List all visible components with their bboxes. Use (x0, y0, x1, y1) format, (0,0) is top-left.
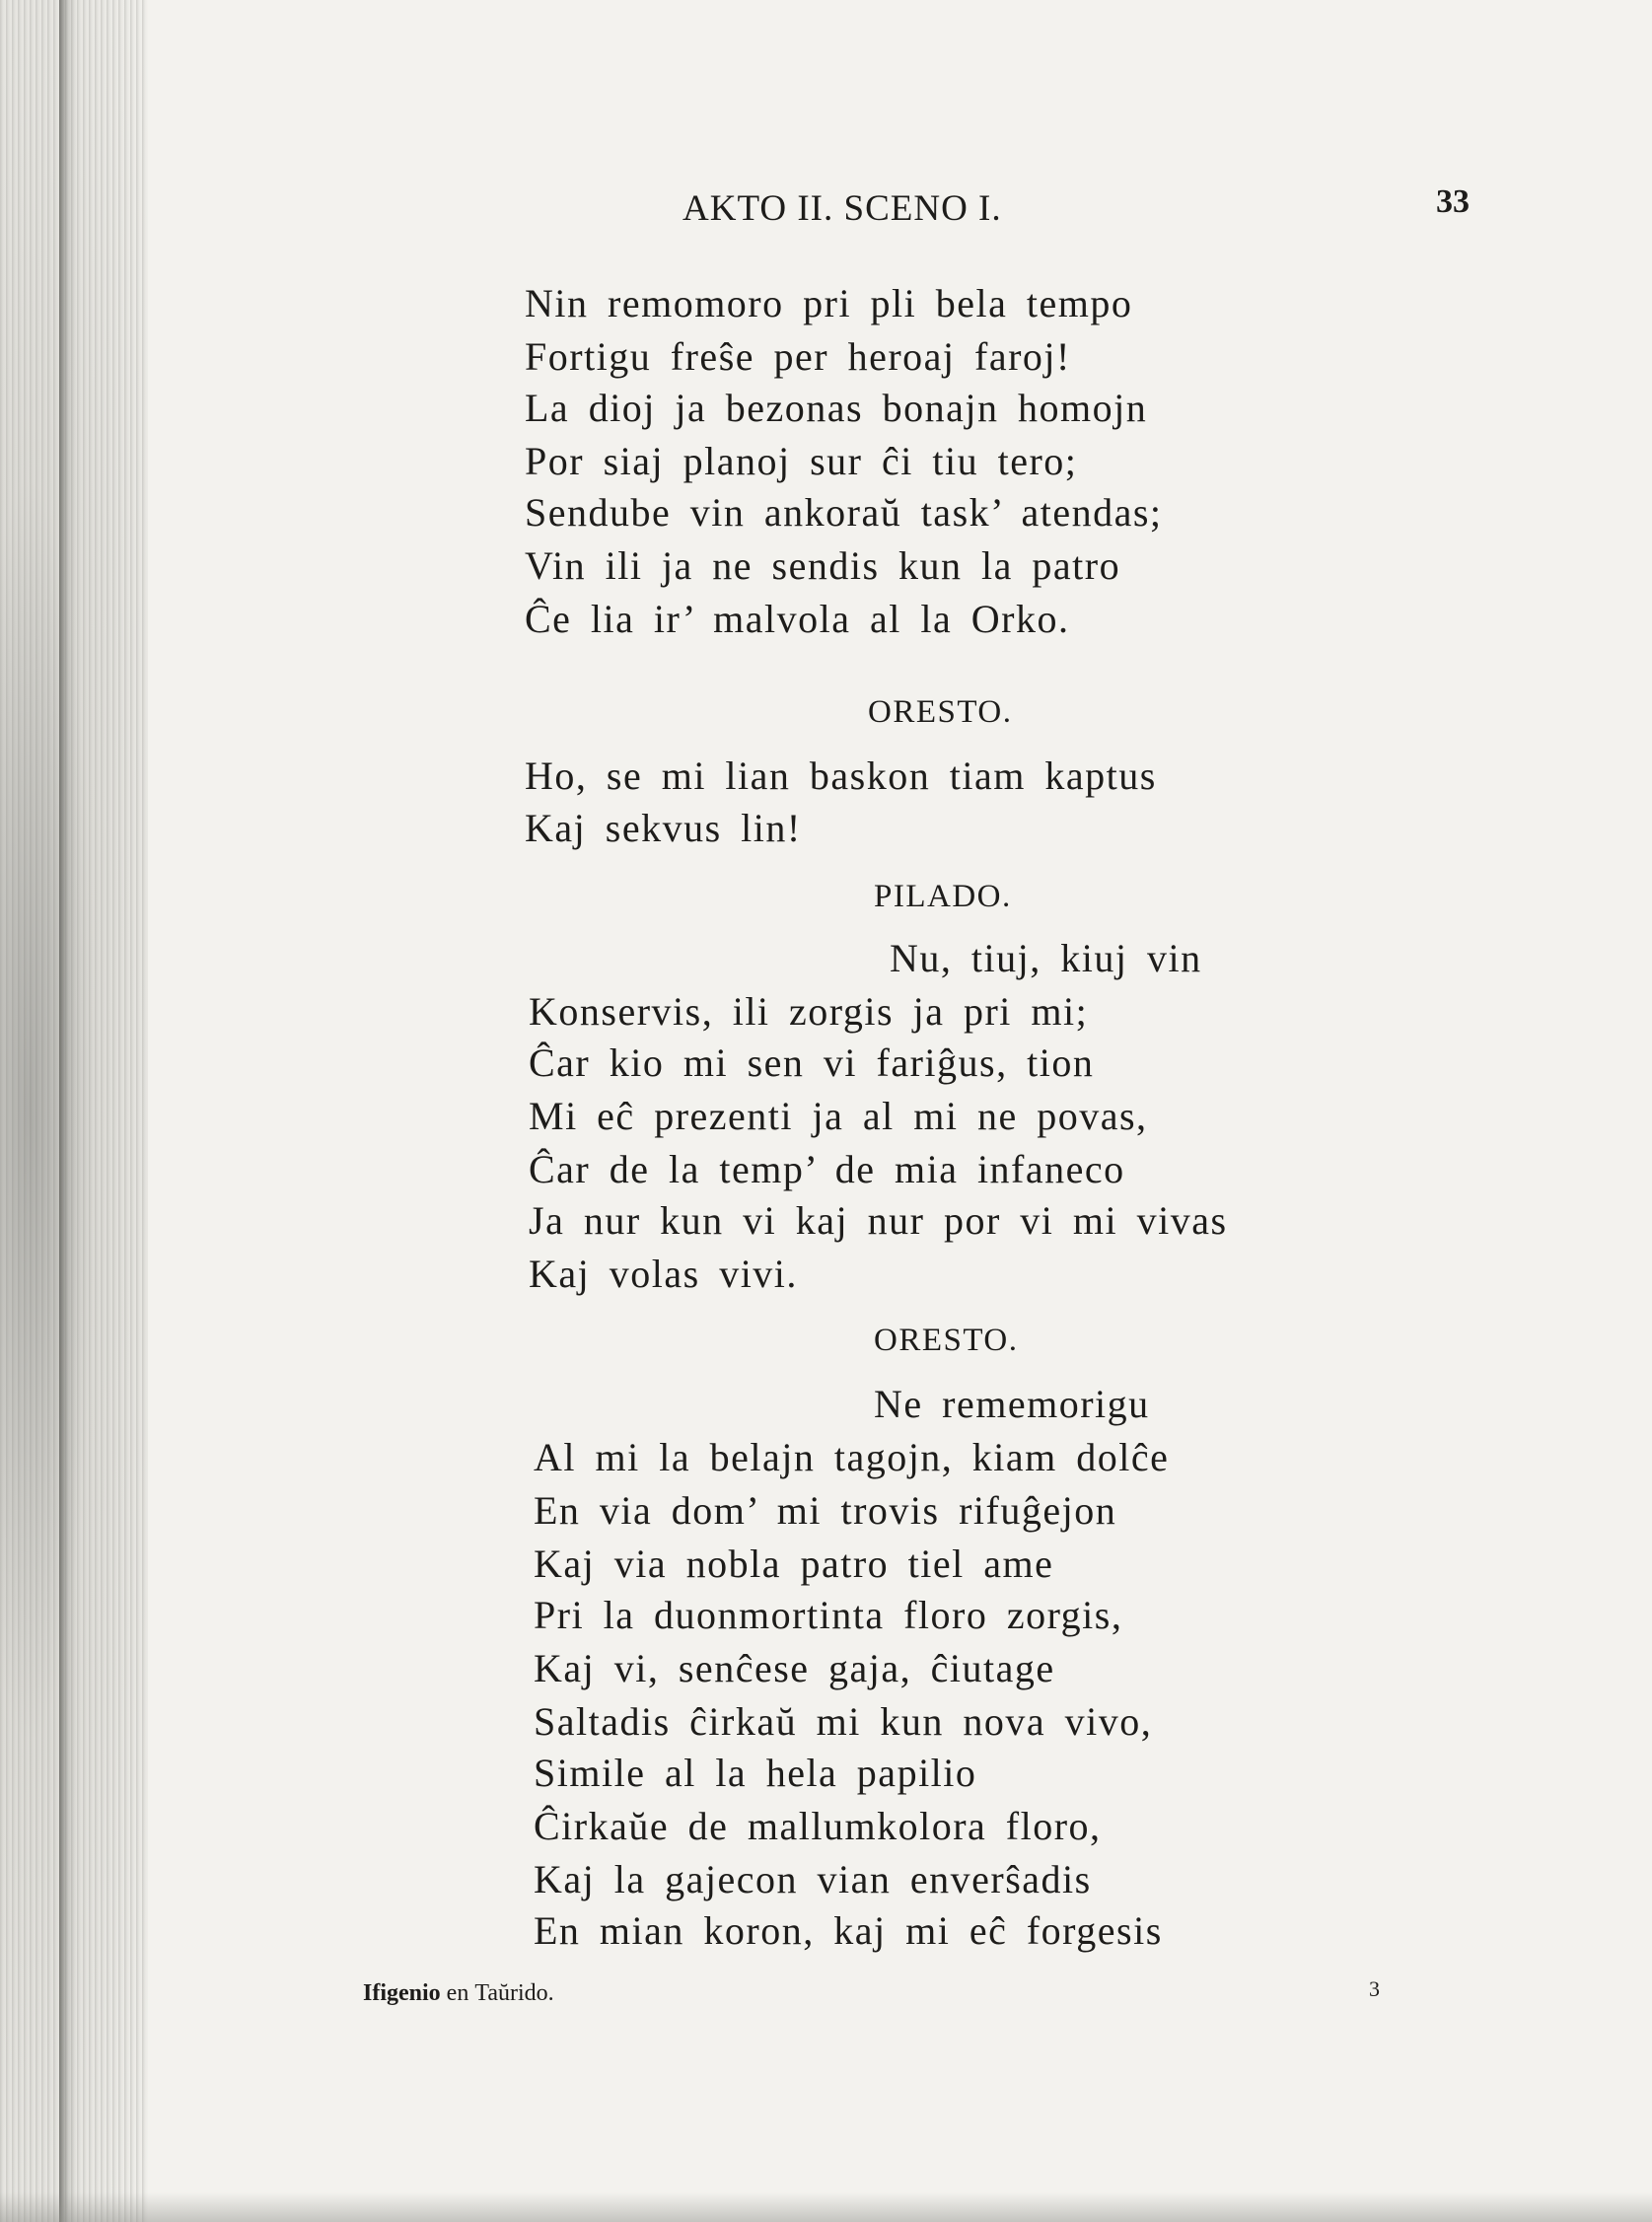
verse-line: Vin ili ja ne sendis kun la patro (525, 543, 1121, 588)
page-bottom-edge (0, 2192, 1652, 2222)
verse-line: Al mi la belajn tagojn, kiam dolĉe (534, 1435, 1170, 1479)
page-number: 33 (1436, 183, 1470, 220)
verse-line: Saltadis ĉirkaŭ mi kun nova vivo, (534, 1699, 1153, 1744)
verse-line: Sendube vin ankoraŭ task’ atendas; (525, 490, 1163, 535)
verse-line: Mi eĉ prezenti ja al mi ne povas, (529, 1094, 1148, 1138)
speaker-name: ORESTO. (874, 1323, 1019, 1358)
verse-line: Kaj vi, senĉese gaja, ĉiutage (534, 1646, 1055, 1690)
verse-line: Ĉe lia ir’ malvola al la Orko. (525, 597, 1070, 641)
verse-line: Pri la duonmortinta floro zorgis, (534, 1593, 1123, 1637)
verse-line: Ne rememorigu (874, 1382, 1150, 1426)
verse-line: Por siaj planoj sur ĉi tiu tero; (525, 439, 1078, 483)
verse-line: En via dom’ mi trovis rifuĝejon (534, 1488, 1117, 1533)
verse-line: Nin remomoro pri pli bela tempo (525, 281, 1133, 325)
verse-line: Nu, tiuj, kiuj vin (890, 936, 1202, 980)
verse-line: Fortigu freŝe per heroaj faroj! (525, 334, 1071, 379)
verse-line: Kaj via nobla patro tiel ame (534, 1541, 1054, 1586)
signature-mark (363, 1980, 554, 2007)
speaker-name: ORESTO. (868, 694, 1013, 730)
signature-number: 3 (1369, 1976, 1380, 2001)
signature-place: Taŭrido. (474, 1980, 554, 2006)
verse-line: Ho, se mi lian baskon tiam kaptus (525, 753, 1157, 798)
verse-line: Ĉar kio mi sen vi fariĝus, tion (529, 1040, 1095, 1085)
verse-line: Kaj volas vivi. (529, 1252, 798, 1296)
signature-separator: en (446, 1980, 469, 2006)
running-header: AKTO II. SCENO I. (682, 188, 1002, 229)
signature-title: Ifigenio (363, 1980, 441, 2006)
speaker-name: PILADO. (874, 879, 1012, 914)
verse-line: En mian koron, kaj mi eĉ forgesis (534, 1908, 1163, 1953)
verse-line: Ĉirkaŭe de mallumkolora floro, (534, 1804, 1102, 1848)
verse-line: Ja nur kun vi kaj nur por vi mi vivas (529, 1198, 1228, 1243)
verse-line: Ĉar de la temp’ de mia infaneco (529, 1147, 1125, 1191)
page-binding-edge (59, 0, 77, 2222)
verse-line: Konservis, ili zorgis ja pri mi; (529, 989, 1089, 1034)
verse-line: Kaj sekvus lin! (525, 806, 802, 850)
verse-line: Kaj la gajecon vian enverŝadis (534, 1857, 1092, 1901)
verse-line: La dioj ja bezonas bonajn homojn (525, 386, 1148, 430)
verse-line: Simile al la hela papilio (534, 1751, 977, 1795)
